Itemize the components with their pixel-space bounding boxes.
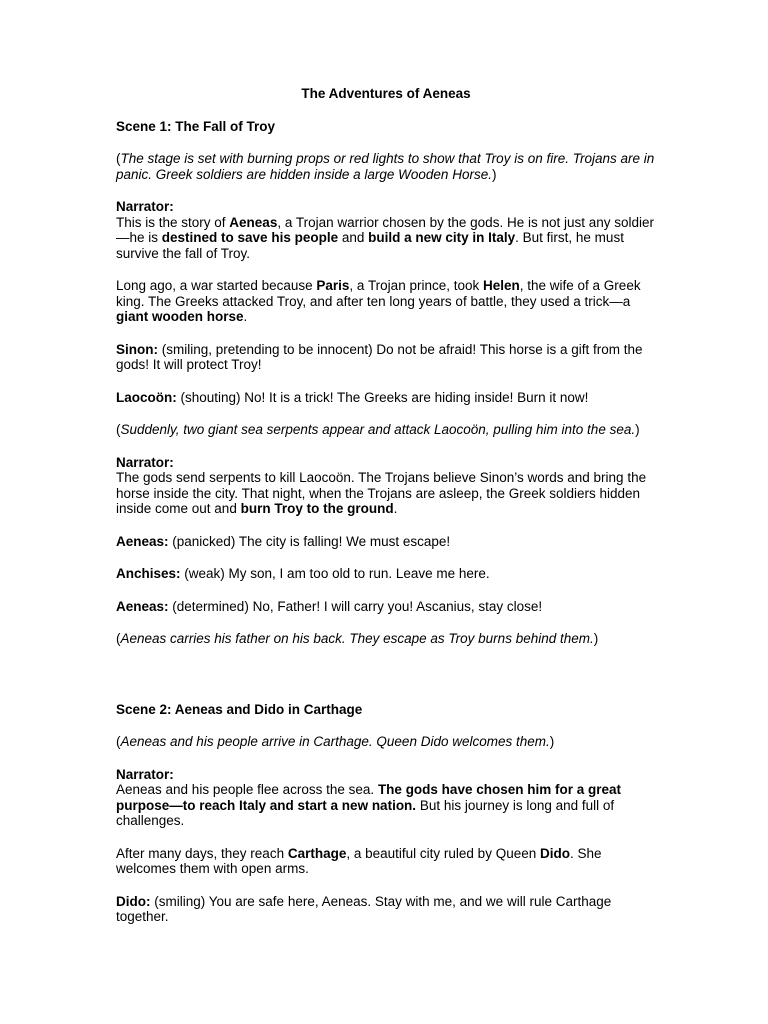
text: After many days, they reach <box>116 845 288 861</box>
laocoon-line <box>116 390 656 406</box>
text: , the wife of a Greek king. The Greeks attacked Troy, and after ten long years of battle, they used a trick—a <box>116 278 641 309</box>
text: But his journey is long and full of challenges. <box>116 797 615 828</box>
text: The gods send serpents to kill Laocoön. The Trojans believe Sinon’s words and bring the horse inside the city. That night, when the Trojans are asleep, the Greek soldiers hidden inside come out and <box>116 470 647 516</box>
narrator-paragraph-1 <box>116 199 656 261</box>
stage-text: Suddenly, two giant sea serpents appear and attack Laocoön, pulling him into the sea. <box>120 422 636 437</box>
bold-text: giant wooden horse <box>116 309 244 324</box>
bold-text: Dido <box>539 845 570 861</box>
aeneas-line-1 <box>116 534 656 550</box>
aeneas-line-2 <box>116 599 656 615</box>
paren-close: ) <box>635 422 640 437</box>
paren-open: ( <box>116 422 121 437</box>
speaker-dido: Dido: <box>116 893 151 909</box>
stage-text: The stage is set with burning props or red lights to show that Troy is on fire. Trojans are in panic. Greek soldiers are hidden inside a large Wooden Horse. <box>116 151 655 182</box>
stage-direction-serpents <box>116 422 656 438</box>
text: . She welcomes them with open arms. <box>116 845 602 876</box>
text: , a Trojan prince, took <box>349 278 483 293</box>
text: , a Trojan warrior chosen by the gods. He is not just any soldier—he is <box>116 214 655 245</box>
scene2-heading: Scene 2: Aeneas and Dido in Carthage <box>116 701 363 717</box>
paren-close: ) <box>491 166 497 182</box>
stage-text: Aeneas carries his father on his back. They escape as Troy burns behind them. <box>120 631 594 646</box>
speaker-narrator: Narrator: <box>116 199 174 214</box>
dialogue-text: (determined) No, Father! I will carry you! Ascanius, stay close! <box>168 598 543 614</box>
text: and <box>338 230 369 245</box>
section-spacer <box>116 664 656 702</box>
paren-open: ( <box>116 631 121 646</box>
dialogue-text: (weak) My son, I am too old to run. Leave me here. <box>180 566 490 581</box>
speaker-narrator: Narrator: <box>116 454 174 470</box>
text: Long ago, a war started because <box>116 278 317 293</box>
bold-text: Paris <box>316 278 350 293</box>
speaker-sinon: Sinon: <box>116 341 158 357</box>
scene2-narrator-paragraph-2 <box>116 846 656 877</box>
speaker-aeneas: Aeneas: <box>116 598 169 614</box>
narrator-paragraph-3 <box>116 455 656 517</box>
bold-text: build a new city in Italy <box>368 230 516 245</box>
document-page <box>116 86 656 942</box>
anchises-line <box>116 566 656 582</box>
scene2-narrator-paragraph-1 <box>116 767 656 829</box>
bold-text: Aeneas <box>229 214 278 230</box>
text: . <box>243 309 248 324</box>
text: Aeneas and his people flee across the sea. <box>116 782 378 797</box>
text: , a beautiful city ruled by Queen <box>346 845 540 861</box>
sinon-line <box>116 342 656 373</box>
bold-text: burn Troy to the ground <box>240 501 394 516</box>
speaker-anchises: Anchises: <box>116 566 181 581</box>
text: . But first, he must survive the fall of Troy. <box>116 230 624 261</box>
text: . <box>393 501 398 516</box>
speaker-laocoon: Laocoön: <box>116 389 177 405</box>
document-title: The Adventures of Aeneas <box>301 86 471 101</box>
paren-open: ( <box>116 734 121 749</box>
speaker-aeneas: Aeneas: <box>116 533 169 549</box>
scene1-stage-direction <box>116 151 656 182</box>
scene2-stage-direction <box>116 734 656 750</box>
narrator-paragraph-2 <box>116 278 656 325</box>
speaker-narrator: Narrator: <box>116 766 174 782</box>
dido-line <box>116 894 656 925</box>
bold-text: Helen <box>483 278 520 293</box>
dialogue-text: (panicked) The city is falling! We must escape! <box>168 533 451 549</box>
paren-open: ( <box>116 151 121 166</box>
scene1-heading: Scene 1: The Fall of Troy <box>116 118 276 134</box>
paren-close: ) <box>593 631 599 646</box>
stage-text: Aeneas and his people arrive in Carthage. Queen Dido welcomes them. <box>120 734 550 749</box>
stage-direction-escape <box>116 631 656 647</box>
text: This is the story of <box>116 214 230 230</box>
dialogue-text: (smiling) You are safe here, Aeneas. Stay with me, and we will rule Carthage together. <box>116 893 612 924</box>
bold-text: Carthage <box>287 845 347 861</box>
dialogue-text: (smiling, pretending to be innocent) Do not be afraid! This horse is a gift from the gods! It will protect Troy! <box>116 341 643 372</box>
dialogue-text: (shouting) No! It is a trick! The Greeks are hiding inside! Burn it now! <box>176 389 589 405</box>
bold-text: destined to save his people <box>161 230 339 245</box>
paren-close: ) <box>549 734 555 749</box>
bold-text: The gods have chosen him for a great purpose—to reach Italy and start a new nation. <box>116 782 621 813</box>
